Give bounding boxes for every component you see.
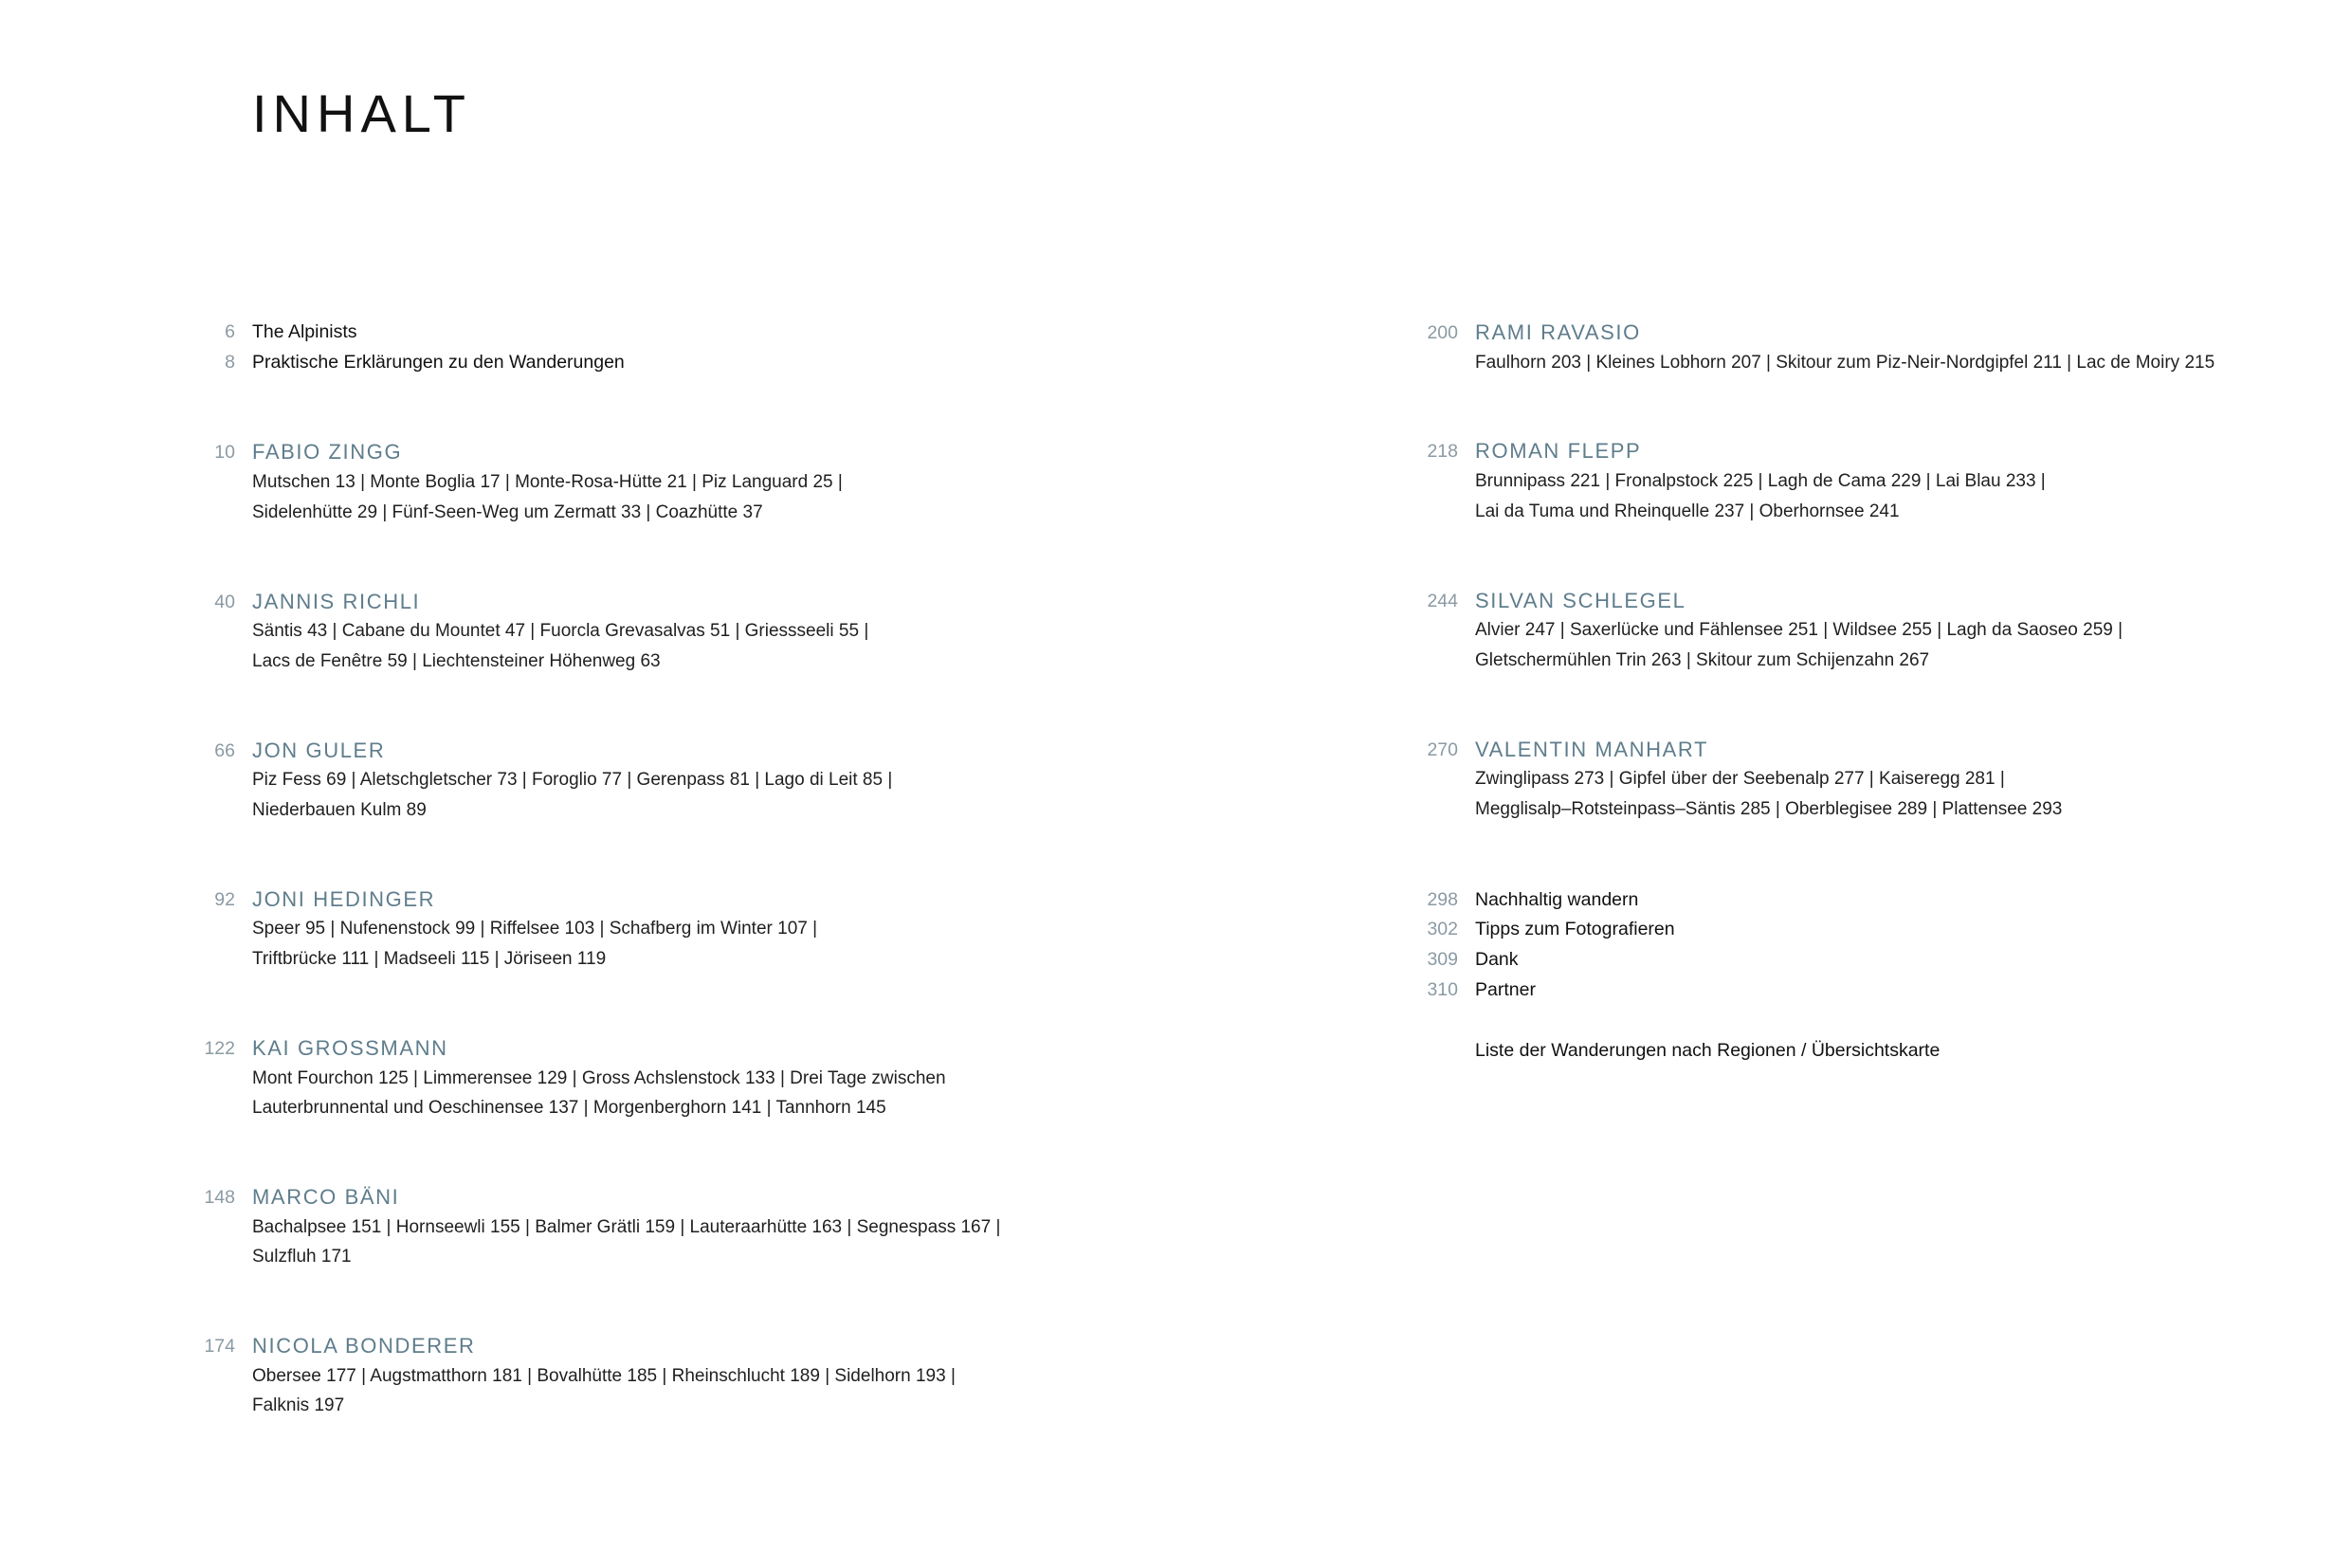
author-section[interactable]	[1412, 735, 2323, 825]
toc-entry[interactable]	[1412, 885, 2323, 916]
route-list-line: Mutschen 13 | Monte Boglia 17 | Monte-Rosa-Hütte 21 | Piz Languard 25 |	[252, 472, 843, 493]
author-name: KAI GROSSMANN	[252, 1035, 448, 1060]
toc-right-column	[1412, 318, 2323, 1066]
page-number: 309	[1427, 949, 1458, 971]
route-list-line: Brunnipass 221 | Fronalpstock 225 | Lagh de Cama 229 | Lai Blau 233 |	[1475, 471, 2046, 492]
author-name: RAMI RAVASIO	[1475, 320, 1641, 344]
author-section[interactable]	[190, 884, 1043, 975]
toc-entry[interactable]	[1412, 915, 2323, 945]
toc-entry[interactable]	[1412, 945, 2323, 975]
route-list-line: Mont Fourchon 125 | Limmerensee 129 | Gross Achslenstock 133 | Drei Tage zwischen	[252, 1067, 946, 1088]
route-list-line: Faulhorn 203 | Kleines Lobhorn 207 | Skitour zum Piz-Neir-Nordgipfel 211 | Lac de Moiry 215	[1475, 352, 2215, 373]
route-list-line: Sulzfluh 171	[252, 1247, 352, 1267]
entry-title: Dank	[1475, 949, 1519, 971]
author-name: ROMAN FLEPP	[1475, 439, 1642, 464]
route-list-line: Megglisalp–Rotsteinpass–Säntis 285 | Oberblegisee 289 | Plattensee 293	[1475, 799, 2063, 820]
route-list-line: Gletschermühlen Trin 263 | Skitour zum Schijenzahn 267	[1475, 649, 1930, 670]
author-name: FABIO ZINGG	[252, 440, 403, 465]
page-number: 310	[1427, 978, 1458, 1000]
author-section[interactable]	[1412, 586, 2323, 676]
author-section[interactable]	[190, 587, 1043, 677]
author-section[interactable]	[190, 1331, 1043, 1421]
toc-entry[interactable]	[190, 318, 1043, 348]
route-list-line: Obersee 177 | Augstmatthorn 181 | Bovalhütte 185 | Rheinschlucht 189 | Sidelhorn 193 |	[252, 1365, 956, 1386]
author-name: VALENTIN MANHART	[1475, 737, 1709, 761]
route-list-line: Piz Fess 69 | Aletschgletscher 73 | Foroglio 77 | Gerenpass 81 | Lago di Leit 85 |	[252, 770, 893, 791]
author-section[interactable]	[190, 1182, 1043, 1272]
toc-left-column	[190, 318, 1043, 1421]
route-list-line: Sidelenhütte 29 | Fünf-Seen-Weg um Zermatt 33 | Coazhütte 37	[252, 501, 763, 522]
entry-title: Partner	[1475, 978, 1536, 1000]
route-list-line: Lacs de Fenêtre 59 | Liechtensteiner Höhenweg 63	[252, 650, 661, 671]
page-number: 174	[204, 1336, 235, 1358]
author-name: SILVAN SCHLEGEL	[1475, 588, 1686, 612]
page-number: 8	[225, 351, 235, 373]
page-number: 244	[1427, 590, 1458, 611]
page-number: 270	[1427, 738, 1458, 760]
entry-title: Tipps zum Fotografieren	[1475, 919, 1675, 940]
entry-title: The Alpinists	[252, 321, 357, 342]
toc-entry[interactable]	[190, 348, 1043, 378]
page-number: 10	[214, 442, 235, 464]
author-name: NICOLA BONDERER	[252, 1334, 476, 1358]
route-list-line: Alvier 247 | Saxerlücke und Fählensee 251 | Wildsee 255 | Lagh da Saoseo 259 |	[1475, 620, 2123, 641]
page-number: 6	[225, 321, 235, 342]
page-number: 298	[1427, 888, 1458, 910]
author-section[interactable]	[190, 736, 1043, 826]
entry-title: Praktische Erklärungen zu den Wanderungen	[252, 351, 625, 373]
author-name: MARCO BÄNI	[252, 1184, 400, 1209]
route-list-line: Speer 95 | Nufenenstock 99 | Riffelsee 103 | Schafberg im Winter 107 |	[252, 919, 818, 939]
page-number: 66	[214, 739, 235, 761]
route-list-line: Falknis 197	[252, 1395, 345, 1416]
author-section[interactable]	[190, 1033, 1043, 1123]
toc-entry[interactable]	[1412, 1036, 2323, 1067]
page-number: 302	[1427, 919, 1458, 940]
entry-title: Liste der Wanderungen nach Regionen / Übersichtskarte	[1475, 1039, 1941, 1061]
page-title: INHALT	[252, 83, 471, 143]
page-number: 218	[1427, 441, 1458, 463]
entry-title: Nachhaltig wandern	[1475, 888, 1639, 910]
route-list-line: Lai da Tuma und Rheinquelle 237 | Oberhornsee 241	[1475, 501, 1900, 521]
page-number: 92	[214, 888, 235, 910]
route-list-line: Triftbrücke 111 | Madseeli 115 | Jöriseen 119	[252, 949, 607, 970]
toc-entry[interactable]	[1412, 975, 2323, 1006]
route-list-line: Lauterbrunnental und Oeschinensee 137 | Morgenberghorn 141 | Tannhorn 145	[252, 1098, 886, 1119]
route-list-line: Niederbauen Kulm 89	[252, 800, 427, 821]
author-section[interactable]	[1412, 318, 2323, 377]
author-name: JON GULER	[252, 738, 386, 762]
route-list-line: Zwinglipass 273 | Gipfel über der Seebenalp 277 | Kaiseregg 281 |	[1475, 769, 2005, 790]
page-number: 148	[204, 1186, 235, 1208]
page-number: 122	[204, 1037, 235, 1059]
author-section[interactable]	[190, 437, 1043, 527]
route-list-line: Bachalpsee 151 | Hornseewli 155 | Balmer Grätli 159 | Lauteraarhütte 163 | Segnespass 167 |	[252, 1216, 1001, 1237]
page-number: 200	[1427, 322, 1458, 343]
author-name: JONI HEDINGER	[252, 886, 436, 911]
author-name: JANNIS RICHLI	[252, 589, 421, 613]
page-number: 40	[214, 591, 235, 612]
author-section[interactable]	[1412, 436, 2323, 526]
route-list-line: Säntis 43 | Cabane du Mountet 47 | Fuorcla Grevasalvas 51 | Griessseeli 55 |	[252, 621, 869, 642]
